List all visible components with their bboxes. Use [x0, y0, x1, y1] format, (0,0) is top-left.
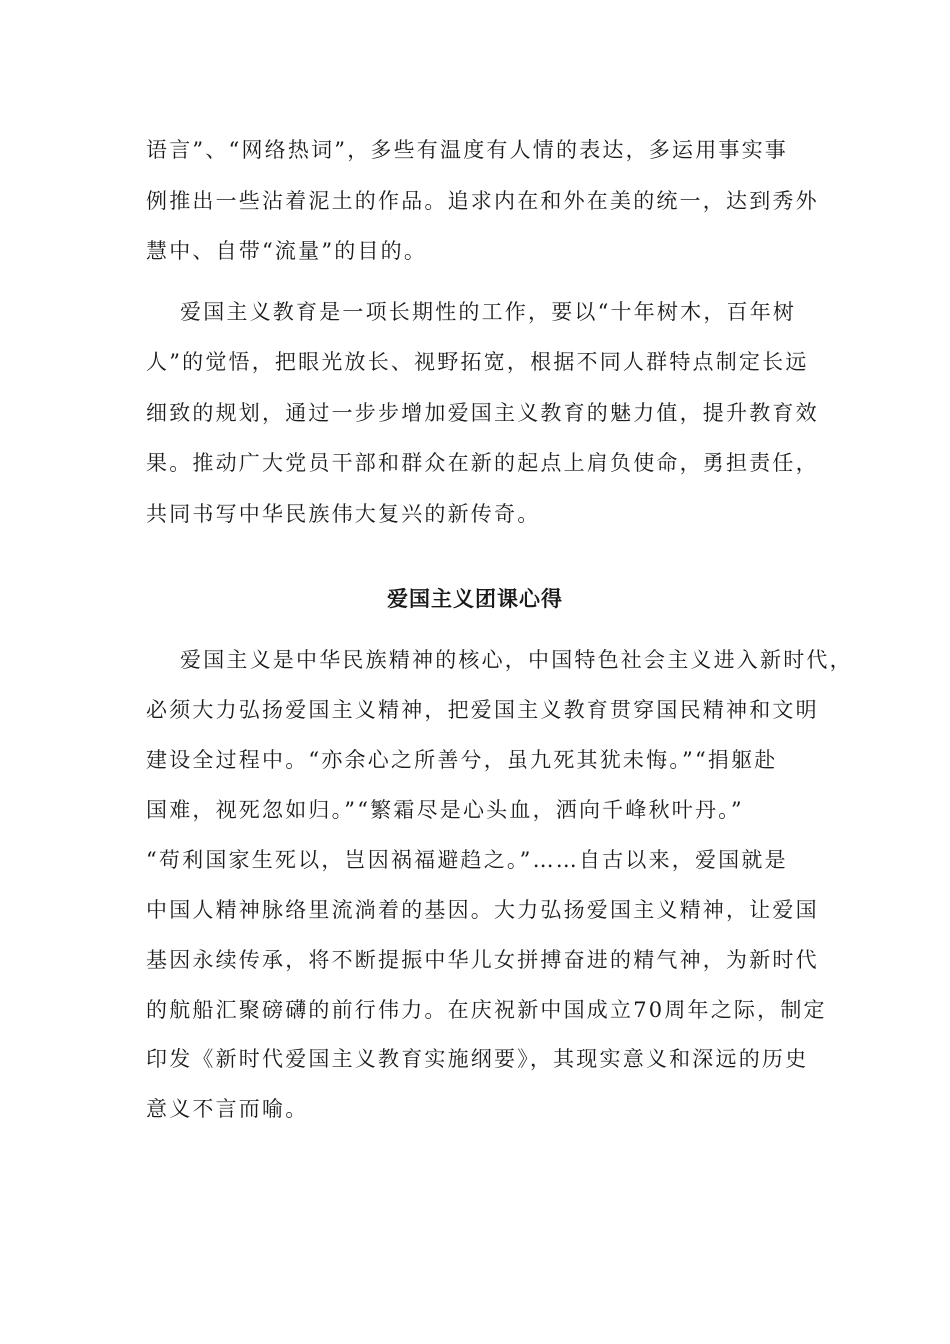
paragraph-1-line-1: 语言”、“网络热词”，多些有温度有人情的表达，多运用事实事 [146, 138, 789, 162]
paragraph-2-line-4: 果。推动广大党员干部和群众在新的起点上肩负使命，勇担责任， [146, 451, 819, 475]
paragraph-1-line-3: 慧中、自带“流量”的目的。 [146, 239, 428, 263]
paragraph-2-line-3: 细致的规划，通过一步步增加爱国主义教育的魅力值，提升教育效 [146, 401, 819, 425]
paragraph-3-line-9: 印发《新时代爱国主义教育实施纲要》，其现实意义和深远的历史 [146, 1047, 809, 1071]
paragraph-3-line-5: “苟利国家生死以，岂因祸福避趋之。”……自古以来，爱国就是 [146, 848, 788, 872]
paragraph-2-line-2: 人”的觉悟，把眼光放长、视野拓宽，根据不同人群特点制定长远 [146, 350, 809, 374]
paragraph-3-line-3: 建设全过程中。“亦余心之所善兮，虽九死其犹未悔。”“捐躯赴 [146, 748, 778, 772]
paragraph-2-line-1: 爱国主义教育是一项长期性的工作，要以“十年树木，百年树 [180, 300, 797, 324]
paragraph-3-line-10: 意义不言而喻。 [146, 1097, 309, 1121]
paragraph-3-line-4: 国难，视死忽如归。”“繁霜尽是心头血，洒向千峰秋叶丹。” [146, 798, 744, 822]
paragraph-3-line-1: 爱国主义是中华民族精神的核心，中国特色社会主义进入新时代， [180, 648, 853, 672]
paragraph-3-line-2: 必须大力弘扬爱国主义精神，把爱国主义教育贯穿国民精神和文明 [146, 698, 819, 722]
paragraph-3-line-7: 基因永续传承，将不断提振中华儿女拼搏奋进的精气神，为新时代 [146, 948, 819, 972]
paragraph-3-line-8: 的航船汇聚磅礴的前行伟力。在庆祝新中国成立70周年之际，制定 [146, 998, 827, 1022]
paragraph-2-line-5: 共同书写中华民族伟大复兴的新传奇。 [146, 502, 541, 526]
paragraph-3-line-6: 中国人精神脉络里流淌着的基因。大力弘扬爱国主义精神，让爱国 [146, 898, 819, 922]
section-heading: 爱国主义团课心得 [387, 587, 563, 611]
paragraph-1-line-2: 例推出一些沾着泥土的作品。追求内在和外在美的统一，达到秀外 [146, 189, 819, 213]
